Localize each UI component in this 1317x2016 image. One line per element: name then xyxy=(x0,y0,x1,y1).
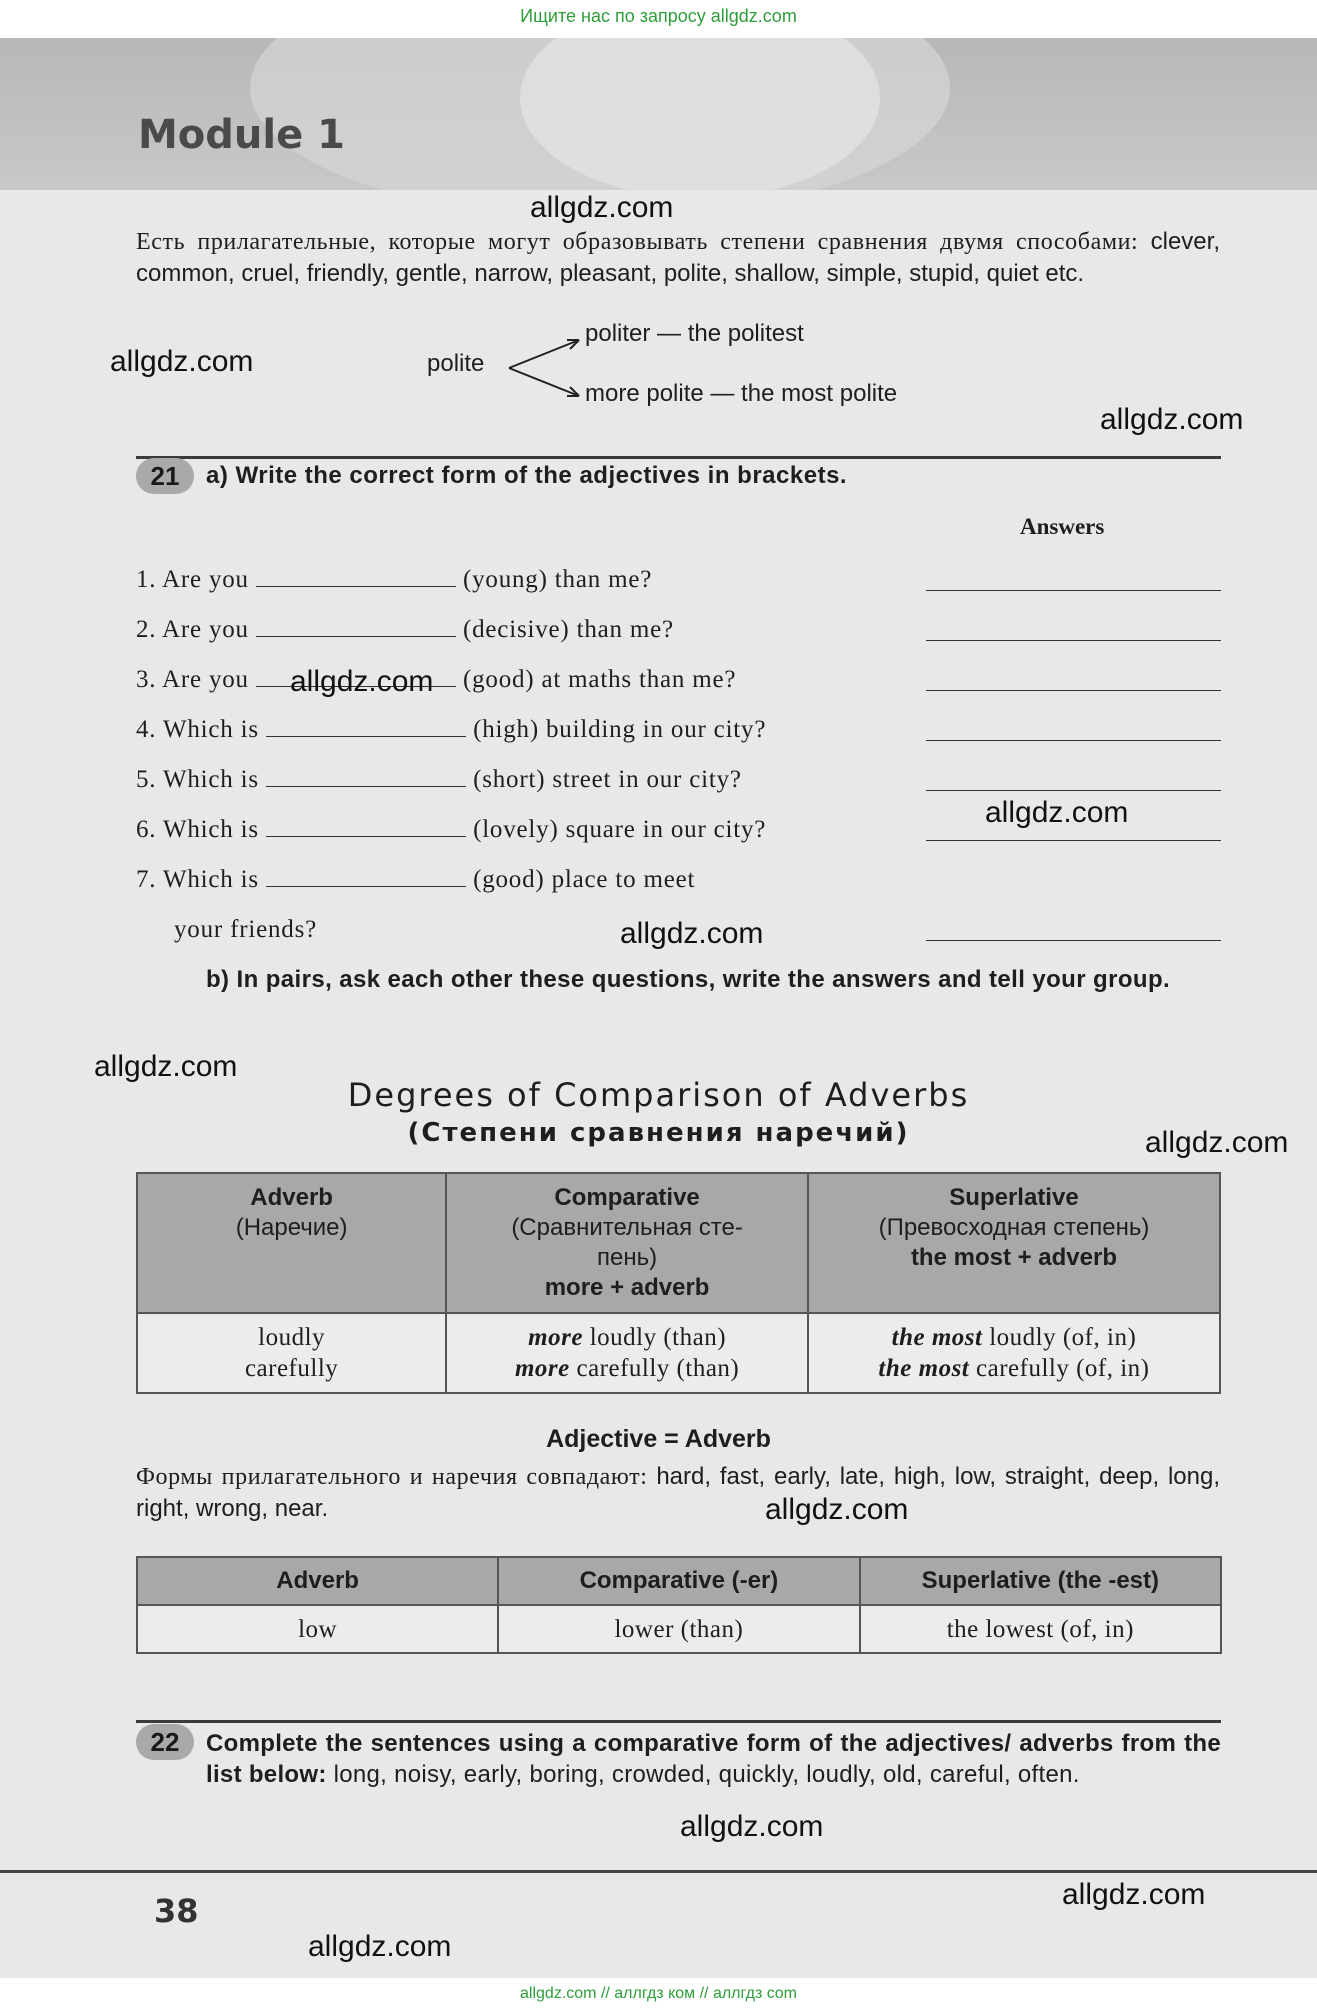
table2-header-comparative: Comparative (-er) xyxy=(498,1557,859,1605)
answer-line[interactable] xyxy=(926,590,1221,591)
question-7-continuation: your friends? xyxy=(174,916,317,943)
answer-line[interactable] xyxy=(926,840,1221,841)
table2-cell-adverb: low xyxy=(137,1605,498,1653)
diagram-lower-form: more polite — the most polite xyxy=(585,380,898,407)
watermark: allgdz.com xyxy=(1100,403,1244,436)
table2-cell-superlative: the lowest (of, in) xyxy=(860,1605,1221,1653)
question-7: 7. Which is (good) place to meet xyxy=(136,866,696,893)
answer-line[interactable] xyxy=(926,640,1221,641)
exercise-22-text: Complete the sentences using a comparative form of the adjectives/ adverbs from the list below: long, noisy, early, boring, crowded, quickly, loudly, old, careful, often. xyxy=(206,1730,1221,1788)
top-banner[interactable]: Ищите нас по запросу allgdz.com xyxy=(520,6,797,26)
table-cell-adverbs: loudly carefully xyxy=(137,1313,446,1393)
table-cell-comparatives: more loudly (than) more carefully (than) xyxy=(446,1313,808,1393)
watermark: allgdz.com xyxy=(290,665,434,698)
adjective-equals-adverb-label: Adjective = Adverb xyxy=(546,1425,771,1453)
intro-paragraph xyxy=(136,226,1220,289)
watermark: allgdz.com xyxy=(985,796,1129,829)
watermark: allgdz.com xyxy=(530,191,674,224)
branch-arrows-icon xyxy=(507,328,587,408)
page-number: 38 xyxy=(154,1892,199,1930)
exercise-21-heading: a) Write the correct form of the adjectives in brackets. xyxy=(206,462,848,489)
section-subtitle: (Степени сравнения наречий) xyxy=(407,1118,910,1148)
exercise-22-number: 22 xyxy=(136,1724,194,1760)
watermark: allgdz.com xyxy=(308,1930,452,1963)
question-3: 3. Are you (good) at maths than me? xyxy=(136,666,737,693)
answer-line[interactable] xyxy=(926,690,1221,691)
watermark: allgdz.com xyxy=(765,1493,909,1526)
separator-line xyxy=(136,1720,1221,1723)
separator-line xyxy=(136,456,1221,459)
module-title: Module 1 xyxy=(138,112,345,158)
answer-line[interactable] xyxy=(926,790,1221,791)
header-band xyxy=(0,38,1317,190)
question-5: 5. Which is (short) street in our city? xyxy=(136,766,742,793)
answer-blank[interactable] xyxy=(266,767,466,787)
diagram-upper-form: politer — the politest xyxy=(585,320,804,347)
intro-adjective-list: clever, common, cruel, friendly, gentle, narrow, pleasant, polite, shallow, simple, stupid, quiet etc. xyxy=(136,228,1220,287)
answer-line[interactable] xyxy=(926,940,1221,941)
adverb-er-est-table xyxy=(136,1556,1222,1654)
intro-ru-text: Есть прилагательные, которые могут образовывать степени сравнения двумя способами: xyxy=(136,229,1139,255)
watermark: allgdz.com xyxy=(680,1810,824,1843)
adverbs-comparison-table xyxy=(136,1172,1221,1394)
table2-header-superlative: Superlative (the -est) xyxy=(860,1557,1221,1605)
answer-blank[interactable] xyxy=(256,567,456,587)
answers-label: Answers xyxy=(1020,514,1105,539)
watermark: allgdz.com xyxy=(110,345,254,378)
table-header-adverb: Adverb (Наречие) xyxy=(137,1173,446,1313)
answer-blank[interactable] xyxy=(266,717,466,737)
question-2: 2. Are you (decisive) than me? xyxy=(136,616,674,643)
forms-paragraph: Формы прилагательного и наречия совпадают: hard, fast, early, late, high, low, straight, deep, long, right, wrong, near. xyxy=(136,1463,1220,1522)
question-4: 4. Which is (high) building in our city? xyxy=(136,716,767,743)
watermark: allgdz.com xyxy=(620,917,764,950)
watermark: allgdz.com xyxy=(1145,1126,1289,1159)
footer-line xyxy=(0,1870,1317,1873)
answer-blank[interactable] xyxy=(266,817,466,837)
answer-line[interactable] xyxy=(926,740,1221,741)
question-6: 6. Which is (lovely) square in our city? xyxy=(136,816,767,843)
diagram-base-word: polite xyxy=(427,350,485,377)
table-header-superlative: Superlative (Превосходная степень) the most + adverb xyxy=(808,1173,1220,1313)
section-title: Degrees of Comparison of Adverbs xyxy=(347,1076,970,1114)
table-cell-superlatives: the most loudly (of, in) the most carefully (of, in) xyxy=(808,1313,1220,1393)
bottom-banner[interactable]: allgdz.com // аллгдз ком // аллгдз com xyxy=(520,1985,797,2002)
watermark: allgdz.com xyxy=(94,1050,238,1083)
answer-blank[interactable] xyxy=(256,617,456,637)
answer-blank[interactable] xyxy=(266,867,466,887)
polite-diagram xyxy=(425,318,1025,418)
watermark: allgdz.com xyxy=(1062,1878,1206,1911)
table-header-comparative: Comparative (Сравнительная сте-пень) more + adverb xyxy=(446,1173,808,1313)
exercise-21-part-b: b) In pairs, ask each other these questions, write the answers and tell your group. xyxy=(206,966,1171,993)
exercise-21-number: 21 xyxy=(136,458,194,494)
table2-cell-comparative: lower (than) xyxy=(498,1605,859,1653)
table2-header-adverb: Adverb xyxy=(137,1557,498,1605)
question-1: 1. Are you (young) than me? xyxy=(136,566,653,593)
